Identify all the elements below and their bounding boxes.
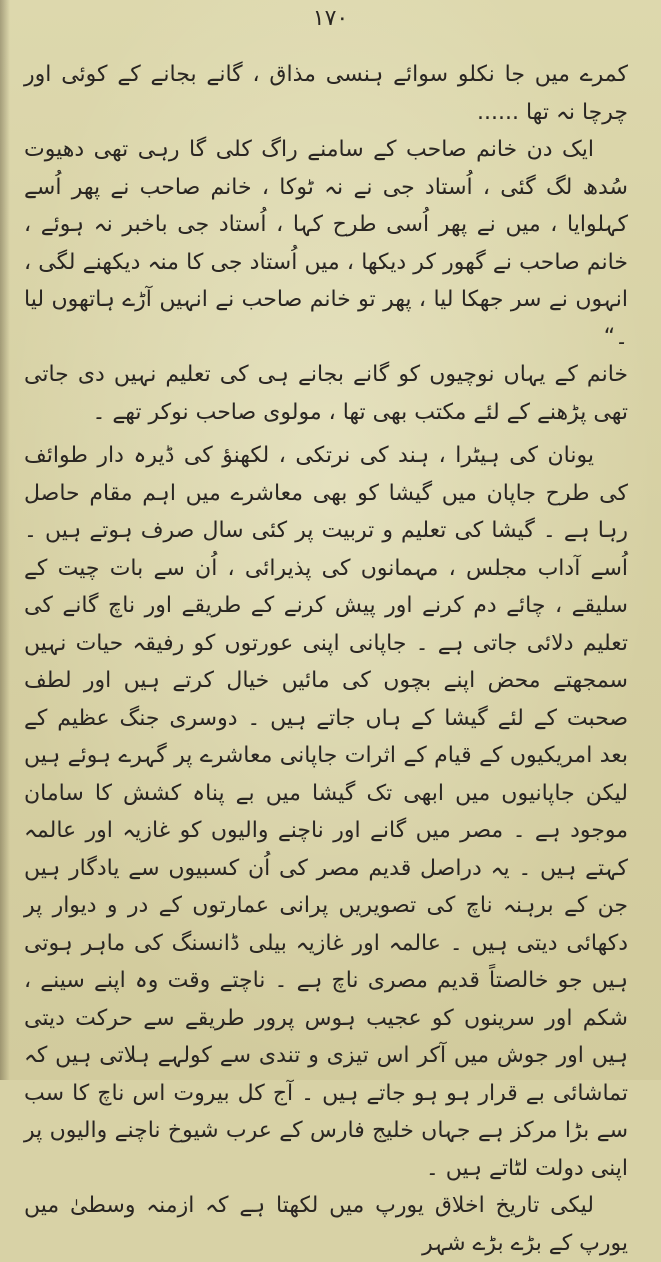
page-binding-shadow <box>0 0 10 1080</box>
paragraph-khanum-school: خانم کے یہاں نوچیوں کو گانے بجانے ہی کی تعلیم نہیں دی جاتی تھی پڑھنے کے لئے مکتب بھی تھا ، مولوی صاحب نوکر تھے ۔ <box>24 362 628 425</box>
paragraph-quote-end: کمرے میں جا نکلو سوائے ہنسی مذاق ، گانے بجانے کے کوئی اور چرچا نہ تھا ...... <box>24 62 628 125</box>
page-body <box>24 56 628 1262</box>
page-number: ۱۷۰ <box>312 6 349 31</box>
paragraph-lecky-history: لیکی تاریخ اخلاق یورپ میں لکھتا ہے کہ ازمنہ وسطیٰ میں یورپ کے بڑے بڑے شہر <box>24 1193 628 1256</box>
paragraph-geisha-ghaziya: یونان کی ہیٹرا ، ہند کی نرتکی ، لکھنؤ کی ڈیرہ دار طوائف کی طرح جاپان میں گیشا کو بھی معاشرے میں اہم مقام حاصل رہا ہے ۔ گیشا کی تعلیم و تربیت پر کئی سال صرف ہوتے ہیں ۔ اُسے آداب مجلس ، مہمانوں کی پذیرائی ، اُن سے بات چیت کے سلیقے ، چائے دم کرنے اور پیش کرنے کے طریقے اور ناچ گانے کی تعلیم دلائی جاتی ہے ۔ جاپانی اپنی عورتوں کو رفیقہ حیات نہیں سمجھتے محض اپنے بچوں کی مائیں خیال کرتے ہیں اور لطف صحبت کے لئے گیشا کے ہاں جاتے ہیں ۔ دوسری جنگ عظیم کے بعد امریکیوں کے قیام کے اثرات جاپانی معاشرے پر گہرے ہوئے ہیں لیکن جاپانیوں میں ابھی تک گیشا میں بے پناہ کشش کا سامان موجود ہے ۔ مصر میں گانے اور ناچنے والیوں کو غازیہ اور عالمہ کہتے ہیں ۔ یہ دراصل قدیم مصر کی اُن کسبیوں سے یادگار ہیں جن کے برہنہ ناچ کی تصویریں پرانی عمارتوں کے در و دیوار پر دکھائی دیتی ہیں ۔ عالمہ اور غازیہ بیلی ڈانسنگ کی ماہر ہوتی ہیں جو خالصتاً قدیم مصری ناچ ہے ۔ ناچتے وقت وہ اپنے سینے ، شکم اور سرینوں کو عجیب ہوس پرور طریقے سے حرکت دیتی ہیں اور جوش میں آکر اس تیزی و تندی سے کولہے ہلاتی ہیں کہ تماشائی بے قرار ہو ہو جاتے ہیں ۔ آج کل بیروت اس ناچ کا سب سے بڑا مرکز ہے جہاں خلیج فارس کے عرب شیوخ ناچنے والیوں پر اپنی دولت لٹاتے ہیں ۔ <box>24 443 628 1181</box>
paragraph-khanum-lesson: ایک دن خانم صاحب کے سامنے راگ کلی گا رہی تھی دھیوت سُدھ لگ گئی ، اُستاد جی نے نہ ٹوکا ، خانم صاحب نے پھر اُسے کہلوایا ، میں نے پھر اُسی طرح کہا ، اُستاد جی باخبر نہ ہوئے ، خانم صاحب نے گھور کر دیکھا ، میں اُستاد جی کا منہ دیکھنے لگی ، انہوں نے سر جھکا لیا ، پھر تو خانم صاحب نے انہیں آڑے ہاتھوں لیا ۔“ <box>24 137 628 350</box>
